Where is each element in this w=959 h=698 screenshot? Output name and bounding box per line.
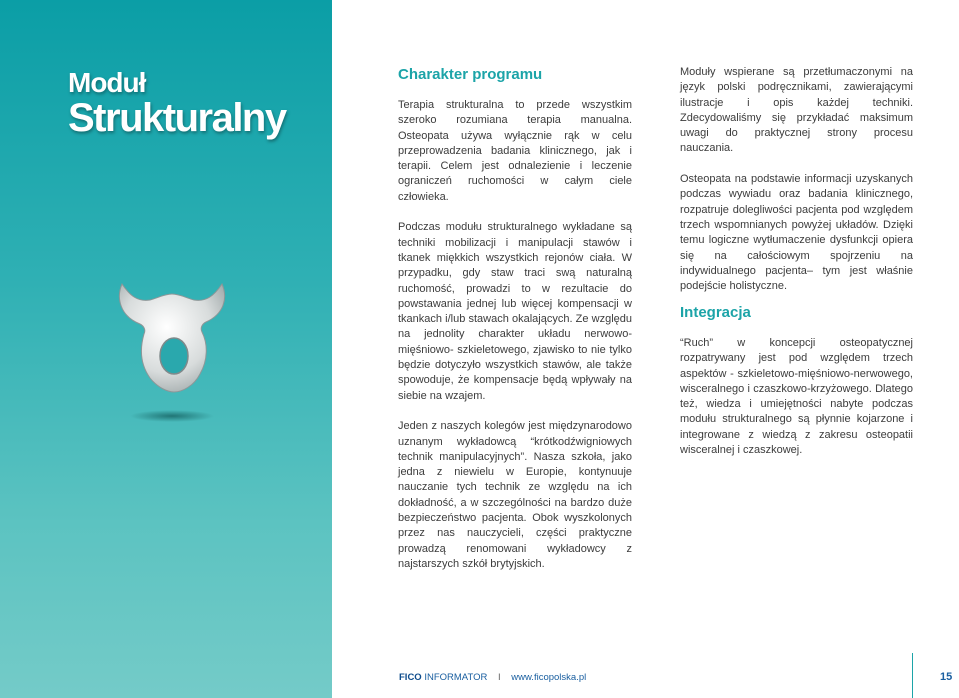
module-title-line2: Strukturalny	[68, 96, 286, 140]
paragraph: Jeden z naszych kolegów jest międzynarodowo uznanym wykładowcą “krótkodźwigniowych technik manipulacyjnych”. Nasza szkoła, jako jedna z niewielu w Europie, kontynuuje nauczanie tych technik ze względu na ich dokładność, a w szczególności na bardzo duże bezpieczeństwo pacjenta. Obok wyszkolonych przez nas nauczycieli, części praktyczne prowadzą renomowani wykładowcy z najstarszych szkół brytyjskich.	[398, 420, 632, 570]
column-left	[398, 98, 632, 588]
module-title-line1: Moduł	[68, 67, 146, 98]
sidebar-panel	[0, 0, 332, 698]
module-title	[68, 68, 286, 138]
paragraph: Moduły wspierane są przetłumaczonymi na język polski podręcznikami, zawierającymi ilustracje i opis każdej techniki. Zdecydowaliśmy się przykładać maksimum uwagi do praktycznej strony procesu nauczania.	[680, 66, 913, 155]
footer-url-link[interactable]: www.ficopolska.pl	[511, 672, 587, 683]
footer	[399, 672, 586, 683]
paragraph: Osteopata na podstawie informacji uzyskanych podczas wywiadu oraz badania klinicznego, rozpatruje dolegliwości pacjenta pod względem trzech wspomnianych powyżej układów. Dzięki temu logiczne wytłumaczenie dysfunkcji opiera się na całościowym spojrzeniu na indywidualnego pacjenta– tym jest właśnie podejście holistyczne.	[680, 173, 913, 293]
column-right-lower	[680, 336, 913, 474]
heading-program: Charakter programu	[398, 66, 543, 83]
footer-brand: FICO	[399, 672, 422, 683]
heading-integration: Integracja	[680, 304, 751, 321]
footer-title: INFORMATOR	[424, 672, 488, 683]
paragraph: Terapia strukturalna to przede wszystkim szeroko rozumiana terapia manualna. Osteopata używa wyłącznie rąk w celu przeprowadzenia badania klinicznego, jak i terapii. Celem jest odnalezienie i leczenie ograniczeń ruchomości w całym ciele człowieka.	[398, 99, 632, 203]
paragraph: “Ruch” w koncepcji osteopatycznej rozpatrywany jest pod względem trzech aspektów - szkieletowo-mięśniowo-nerwowego, wisceralnego i czaszkowo-krzyżowego. Dlatego też, wiedza i umiejętności nabyte podczas modułu strukturalnego są płynnie kojarzone i integrowane z wiedzą z zakresu osteopatii wisceralnej i czaszkowej.	[680, 337, 913, 457]
vertebra-icon	[110, 276, 235, 426]
column-right	[680, 65, 913, 310]
footer-separator: I	[497, 672, 501, 683]
footer-divider	[912, 653, 913, 698]
page-number: 15	[940, 671, 953, 683]
paragraph: Podczas modułu strukturalnego wykładane są techniki mobilizacji i manipulacji stawów i tkanek miękkich wszystkich rejonów ciała. W przypadku, gdy staw traci swą naturalną ruchomość, prowadzi to w rezultacie do powstawania jednej lub więcej kompensacji w tkankach i/lub stawach okalających. Ze względu na jednolity charakter układu nerwowo-mięśniowo- szkieletowego, zjawisko to nie tylko będzie dotyczyło wszystkich stawów, ale także spowoduje, że kompensacje będą wpływały na siebie na wzajem.	[398, 221, 632, 402]
